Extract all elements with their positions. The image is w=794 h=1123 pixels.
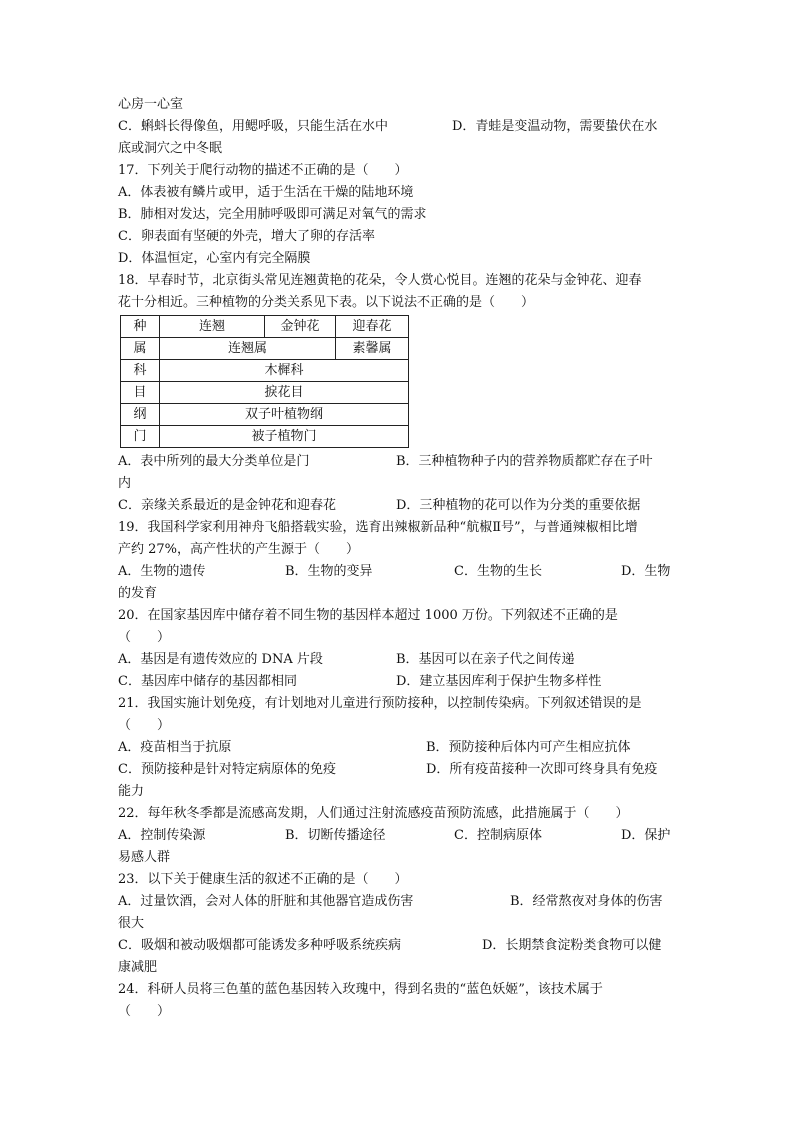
option-a: A．生物的遗传 (118, 564, 206, 579)
table-cell: 目 (121, 382, 160, 404)
option-b: B．三种植物种子内的营养物质都贮存在子叶 (396, 454, 653, 469)
option-d-continuation: 康减肥 (118, 960, 158, 975)
option-a: A．疫苗相当于抗原 (118, 740, 232, 755)
question-20-options-cd (118, 671, 678, 693)
option-b: B．生物的变异 (285, 564, 373, 579)
option-d-continuation: 能力 (118, 784, 145, 799)
table-row (121, 426, 409, 448)
question-17-option-a: A．体表被有鳞片或甲，适于生活在干燥的陆地环境 (118, 185, 414, 200)
text-line: 心房一心室 (118, 97, 184, 112)
question-23-options-cd (118, 935, 678, 957)
option-b: B．基因可以在亲子代之间传递 (396, 652, 575, 667)
question-19-options (118, 561, 678, 583)
table-row (121, 338, 409, 360)
question-18-options-cd (118, 495, 678, 517)
question-24-stem-line2: （ ） (118, 1004, 171, 1019)
option-a: A．过量饮酒，会对人体的肝脏和其他器官造成伤害 (118, 894, 414, 909)
table-cell: 属 (121, 338, 160, 360)
table-row (121, 360, 409, 382)
option-d: D．保护 (621, 828, 671, 843)
question-17-stem: 17．下列关于爬行动物的描述不正确的是（ ） (118, 163, 408, 178)
option-b: B．预防接种后体内可产生相应抗体 (426, 740, 631, 755)
question-19-stem-line1: 19．我国科学家利用神舟飞船搭载实验，选育出辣椒新品种“航椒Ⅱ号”，与普通辣椒相比增 (118, 520, 638, 535)
table-cell: 门 (121, 426, 160, 448)
table-cell: 被子植物门 (160, 426, 409, 448)
option-d-continuation: 易感人群 (118, 850, 171, 865)
question-16-options-cd (118, 116, 678, 138)
option-d: D．长期禁食淀粉类食物可以健 (482, 938, 662, 953)
option-a: A．控制传染源 (118, 828, 206, 843)
option-d-continuation: 的发育 (118, 586, 158, 601)
table-row (121, 404, 409, 426)
table-cell: 连翘属 (160, 338, 336, 360)
option-b: B．经常熬夜对身体的伤害 (510, 894, 663, 909)
option-d-continuation: 底或洞穴之中冬眠 (118, 141, 223, 156)
question-21-stem-line1: 21．我国实施计划免疫，有计划地对儿童进行预防接种，以控制传染病。下列叙述错误的是 (118, 696, 642, 711)
question-18-stem-line1: 18．早春时节，北京街头常见连翘黄艳的花朵，令人赏心悦目。连翘的花朵与金钟花、迎春 (118, 273, 642, 288)
question-22-stem: 22．每年秋冬季都是流感高发期，人们通过注射流感疫苗预防流感，此措施属于（ ） (118, 806, 629, 821)
exam-page (118, 94, 678, 1023)
question-21-stem-line2: （ ） (118, 718, 171, 733)
option-b-continuation: 内 (118, 476, 132, 491)
question-17-option-d: D．体温恒定，心室内有完全隔膜 (118, 251, 311, 266)
table-cell: 迎春花 (336, 316, 409, 338)
option-c: C．预防接种是针对特定病原体的免疫 (118, 762, 336, 777)
option-c: C．蝌蚪长得像鱼，用鳃呼吸，只能生活在水中 (118, 119, 388, 134)
table-cell: 纲 (121, 404, 160, 426)
table-cell: 金钟花 (265, 316, 336, 338)
question-23-options-ab (118, 891, 678, 913)
table-cell: 科 (121, 360, 160, 382)
question-20-options-ab (118, 649, 678, 671)
question-23-stem: 23．以下关于健康生活的叙述不正确的是（ ） (118, 872, 408, 887)
table-cell: 木樨科 (160, 360, 409, 382)
table-cell: 双子叶植物纲 (160, 404, 409, 426)
option-c: C．生物的生长 (454, 564, 542, 579)
option-d: D．生物 (621, 564, 671, 579)
question-20-stem-line2: （ ） (118, 630, 171, 645)
question-17-option-b: B．肺相对发达，完全用肺呼吸即可满足对氧气的需求 (118, 207, 427, 222)
option-d: D．三种植物的花可以作为分类的重要依据 (396, 498, 641, 513)
table-cell: 素馨属 (336, 338, 409, 360)
question-24-stem-line1: 24．科研人员将三色堇的蓝色基因转入玫瑰中，得到名贵的“蓝色妖姬”，该技术属于 (118, 982, 603, 997)
option-d: D．所有疫苗接种一次即可终身具有免疫 (426, 762, 658, 777)
option-c: C．吸烟和被动吸烟都可能诱发多种呼吸系统疾病 (118, 938, 401, 953)
question-21-options-cd (118, 759, 678, 781)
question-17-option-c: C．卵表面有坚硬的外壳，增大了卵的存活率 (118, 229, 375, 244)
option-a: A．基因是有遗传效应的 DNA 片段 (118, 652, 323, 667)
option-d: D．青蛙是变温动物，需要蛰伏在水 (452, 119, 658, 134)
question-18-options-ab (118, 451, 678, 473)
option-a: A．表中所列的最大分类单位是门 (118, 454, 310, 469)
option-c: C．亲缘关系最近的是金钟花和迎春花 (118, 498, 336, 513)
option-d: D．建立基因库利于保护生物多样性 (396, 674, 602, 689)
option-c: C．控制病原体 (454, 828, 542, 843)
question-19-stem-line2: 产约 27%，高产性状的产生源于（ ） (118, 542, 360, 557)
table-cell: 种 (121, 316, 160, 338)
classification-table (120, 315, 409, 448)
option-c: C．基因库中储存的基因都相同 (118, 674, 297, 689)
question-22-options (118, 825, 678, 847)
option-b: B．切断传播途径 (285, 828, 386, 843)
table-cell: 连翘 (160, 316, 265, 338)
question-18-stem-line2: 花十分相近。三种植物的分类关系见下表。以下说法不正确的是（ ） (118, 295, 535, 310)
table-row (121, 316, 409, 338)
question-21-options-ab (118, 737, 678, 759)
table-cell: 捩花目 (160, 382, 409, 404)
question-20-stem-line1: 20．在国家基因库中储存着不同生物的基因样本超过 1000 万份。下列叙述不正确的是 (118, 608, 618, 623)
option-b-continuation: 很大 (118, 916, 145, 931)
table-row (121, 382, 409, 404)
